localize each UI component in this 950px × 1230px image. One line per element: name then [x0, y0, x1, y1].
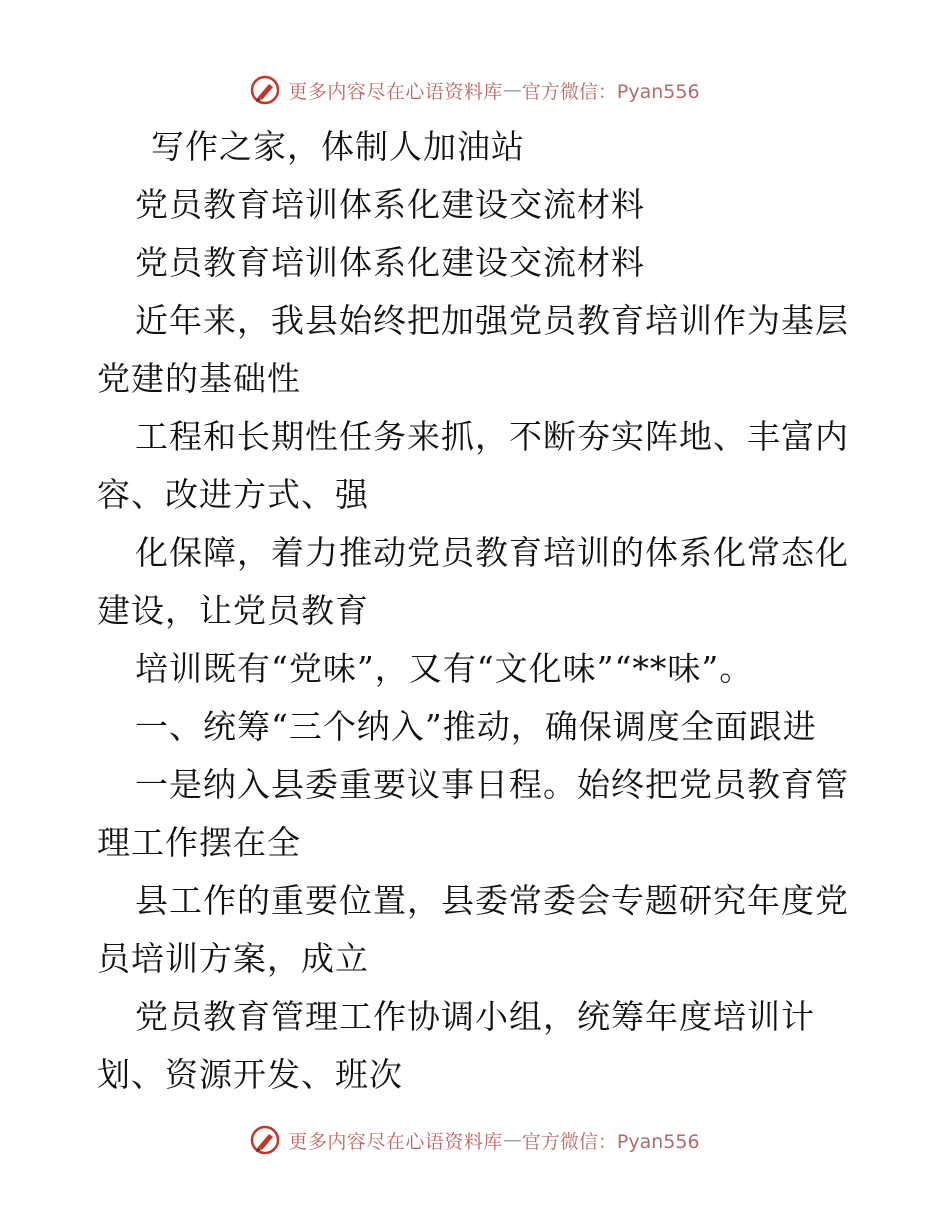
- banner-separator: —: [502, 1129, 522, 1151]
- paragraph-line: 一、统筹“三个纳入”推动，确保调度全面跟进: [135, 707, 817, 746]
- document-tagline: 写作之家，体制人加油站: [151, 127, 525, 166]
- paragraph-line: 划、资源开发、班次: [97, 1055, 403, 1094]
- paragraph-line: 近年来，我县始终把加强党员教育培训作为基层: [135, 301, 849, 340]
- document-title: 党员教育培训体系化建设交流材料: [135, 243, 645, 282]
- paragraph-line: 建设，让党员教育: [97, 591, 369, 630]
- document-body: [97, 118, 857, 1104]
- paragraph-line: 党建的基础性: [97, 359, 301, 398]
- pen-logo-icon: [250, 1125, 280, 1155]
- paragraph-line: 工程和长期性任务来抓，不断夯实阵地、丰富内: [135, 417, 849, 456]
- paragraph-line: 化保障，着力推动党员教育培训的体系化常态化: [135, 533, 849, 572]
- banner-site-text: 更多内容尽在心语资料库: [288, 80, 503, 103]
- pen-logo-icon: [250, 75, 280, 105]
- banner-separator: —: [502, 79, 522, 101]
- document-title: 党员教育培训体系化建设交流材料: [135, 185, 645, 224]
- paragraph-line: 一是纳入县委重要议事日程。始终把党员教育管: [135, 765, 849, 804]
- banner-site-text: 更多内容尽在心语资料库: [288, 1130, 503, 1153]
- paragraph-line: 县工作的重要位置，县委常委会专题研究年度党: [135, 881, 849, 920]
- banner-contact-text: 官方微信：Pyan556: [521, 1130, 700, 1153]
- paragraph-line: 员培训方案，成立: [97, 939, 369, 978]
- paragraph-line: 培训既有“党味”，又有“文化味”“**味”。: [135, 649, 754, 688]
- header-banner: [0, 70, 950, 110]
- paragraph-line: 容、改进方式、强: [97, 475, 369, 514]
- banner-contact-text: 官方微信：Pyan556: [521, 80, 700, 103]
- paragraph-line: 党员教育管理工作协调小组，统筹年度培训计: [135, 997, 815, 1036]
- paragraph-line: 理工作摆在全: [97, 823, 301, 862]
- footer-banner: [0, 1120, 950, 1160]
